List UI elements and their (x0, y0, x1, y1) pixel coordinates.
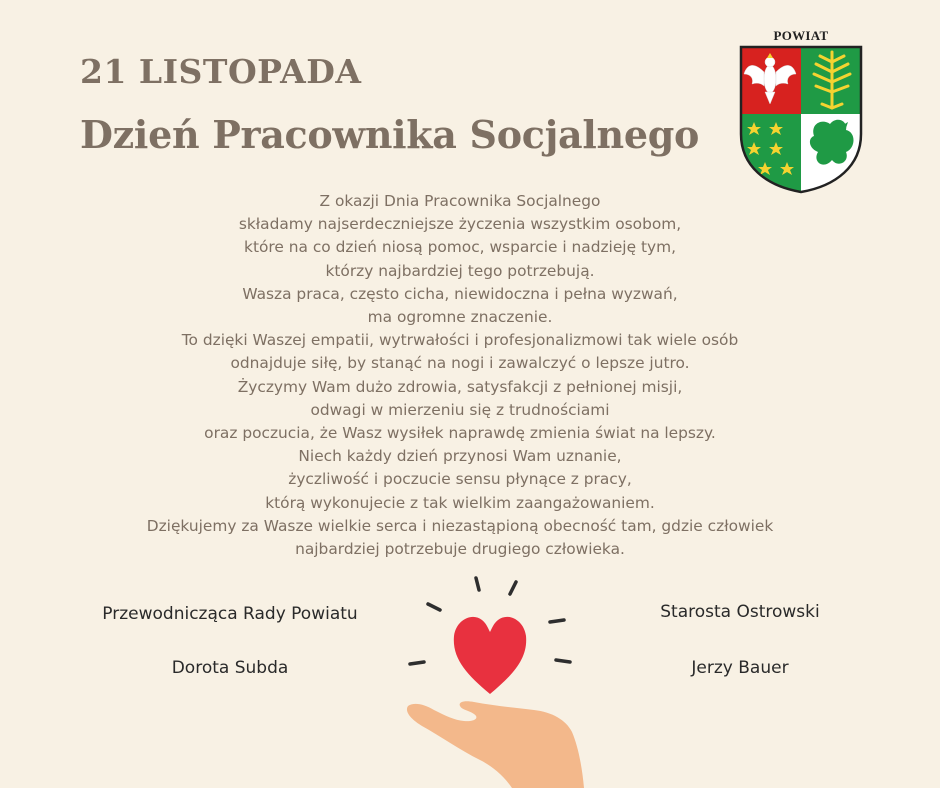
signature-left-role: Przewodnicząca Rady Powiatu (102, 604, 358, 624)
message-line: Wasza praca, często cicha, niewidoczna i pełna wyzwań, (242, 284, 678, 303)
message-line: którzy najbardziej tego potrzebują. (325, 261, 595, 280)
date-heading: 21 LISTOPADA (80, 52, 362, 91)
coat-of-arms-icon (738, 44, 864, 194)
message-line: To dzięki Waszej empatii, wytrwałości i profesjonalizmowi tak wiele osób (181, 331, 739, 350)
message-line: oraz poczucia, że Wasz wysiłek naprawdę zmienia świat na lepszy. (204, 424, 716, 443)
message-line: najbardziej potrzebuje drugiego człowieka. (295, 540, 625, 559)
message-line: Życzymy Wam dużo zdrowia, satysfakcji z pełnionej misji, (237, 377, 683, 396)
signature-right-role: Starosta Ostrowski (660, 602, 820, 622)
message-line: którą wykonujecie z tak wielkim zaangażowaniem. (265, 493, 655, 512)
message-line: ma ogromne znaczenie. (367, 308, 553, 327)
message-line: składamy najserdeczniejsze życzenia wszystkim osobom, (238, 215, 682, 234)
message-line: odwagi w mierzeniu się z trudnościami (310, 400, 610, 419)
message-line: Z okazji Dnia Pracownika Socjalnego (319, 192, 601, 210)
message-line: które na co dzień niosą pomoc, wsparcie i nadzieję tym, (244, 238, 676, 257)
message-line: Niech każdy dzień przynosi Wam uznanie, (298, 447, 622, 466)
logo-label: POWIAT (773, 28, 829, 43)
greeting-message (60, 190, 860, 561)
heart-icon (454, 617, 526, 694)
message-line: Dziękujemy za Wasze wielkie serca i niezastąpioną obecność tam, gdzie człowiek (146, 516, 774, 535)
page-title: Dzień Pracownika Socjalnego (80, 112, 700, 157)
hand-icon (407, 701, 584, 788)
signature-right-name: Jerzy Bauer (691, 658, 789, 678)
hand-holding-heart-illustration (400, 570, 600, 788)
message-line: życzliwość i poczucie sensu płynące z pracy, (288, 470, 632, 489)
message-line: odnajduje siłę, by stanąć na nogi i zawalczyć o lepsze jutro. (230, 354, 690, 373)
signature-left-name: Dorota Subda (171, 658, 289, 678)
